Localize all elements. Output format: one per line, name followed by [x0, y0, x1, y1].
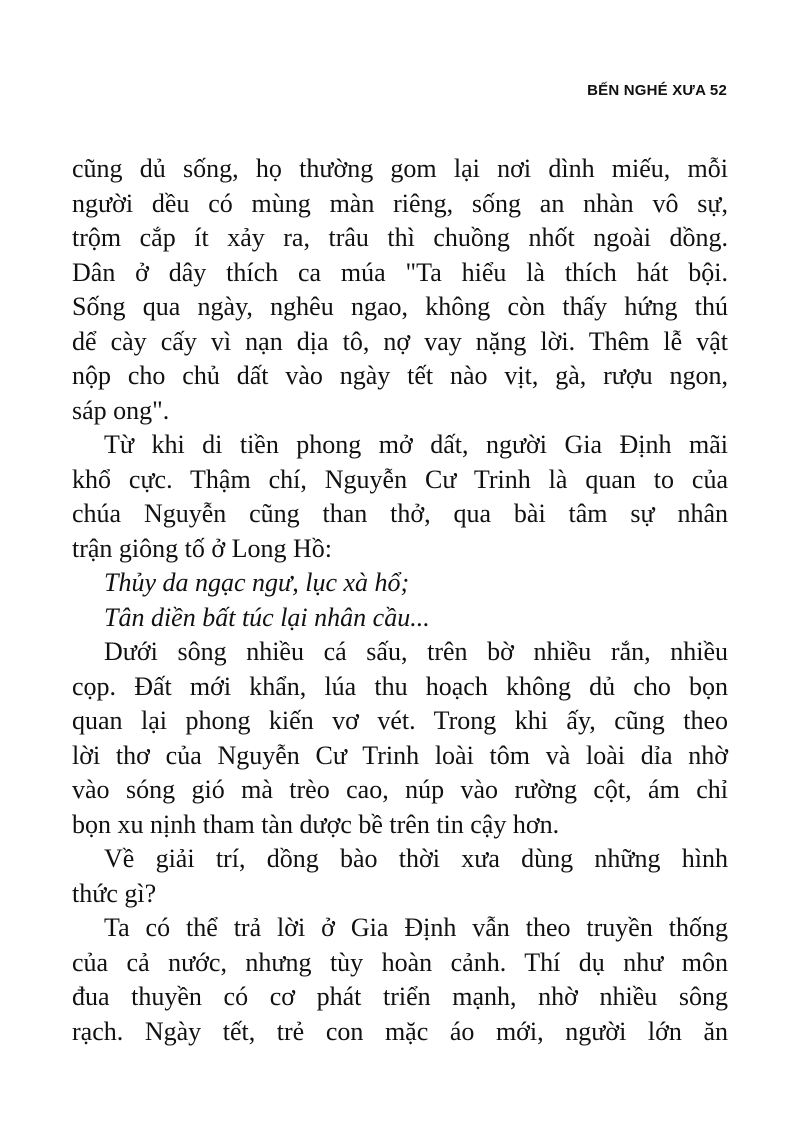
text-line: nộp cho chủ dất vào ngày tết nào vịt, gà, rượu ngon, [72, 361, 728, 390]
text-line: dể cày cấy vì nạn dịa tô, nợ vay nặng lời. Thêm lễ vật [72, 326, 728, 356]
text-line: người dều có mùng màn riêng, sống an nhàn vô sự, [72, 188, 728, 218]
text-line: Sống qua ngày, nghêu ngao, không còn thấy hứng thú [72, 292, 728, 321]
text-line: cũng dủ sống, họ thường gom lại nơi dình miếu, mỗi [72, 154, 728, 183]
text-line: trộm cắp ít xảy ra, trâu thì chuồng nhốt ngoài dồng. [72, 223, 728, 252]
page-body [72, 152, 728, 1049]
text-line: Dân ở dây thích ca múa "Ta hiểu là thích hát bội. [72, 257, 728, 287]
text-line: chúa Nguyễn cũng than thở, qua bài tâm sự nhân [72, 499, 728, 528]
poem-line: Tân diền bất túc lại nhân cầu... [104, 602, 430, 632]
text-line: vào sóng gió mà trèo cao, núp vào rường cột, ám chỉ [72, 775, 728, 804]
text-line: Dưới sông nhiều cá sấu, trên bờ nhiều rắn, nhiều [104, 637, 728, 666]
text-line: rạch. Ngày tết, trẻ con mặc áo mới, người lớn ăn [72, 1016, 728, 1046]
text-line: đua thuyền có cơ phát triển mạnh, nhờ nhiều sông [72, 982, 728, 1011]
text-line: quan lại phong kiến vơ vét. Trong khi ấy, cũng theo [72, 706, 728, 735]
text-line: của cả nước, nhưng tùy hoàn cảnh. Thí dụ như môn [72, 947, 728, 977]
poem-line: Thủy da ngạc ngư, lục xà hổ; [104, 568, 410, 597]
text-line: khổ cực. Thậm chí, Nguyễn Cư Trinh là quan to của [72, 464, 728, 494]
text-line: Ta có thể trả lời ở Gia Định vẫn theo truyền thống [104, 913, 728, 942]
running-header: BẾN NGHÉ XƯA 52 [587, 82, 727, 99]
text-line: Về giải trí, dồng bào thời xưa dùng những hình [104, 844, 728, 873]
text-line: thức gì? [72, 878, 157, 908]
text-line: trận giông tố ở Long Hồ: [72, 533, 332, 563]
text-line: cọp. Đất mới khẩn, lúa thu hoạch không dủ cho bọn [72, 671, 728, 701]
text-line: sáp ong". [72, 395, 170, 425]
text-line: Từ khi di tiền phong mở dất, người Gia Định mãi [104, 430, 728, 459]
text-line: lời thơ của Nguyễn Cư Trinh loài tôm và loài dỉa nhờ [72, 740, 728, 770]
text-line: bọn xu nịnh tham tàn dược bề trên tin cậy hơn. [72, 809, 560, 839]
